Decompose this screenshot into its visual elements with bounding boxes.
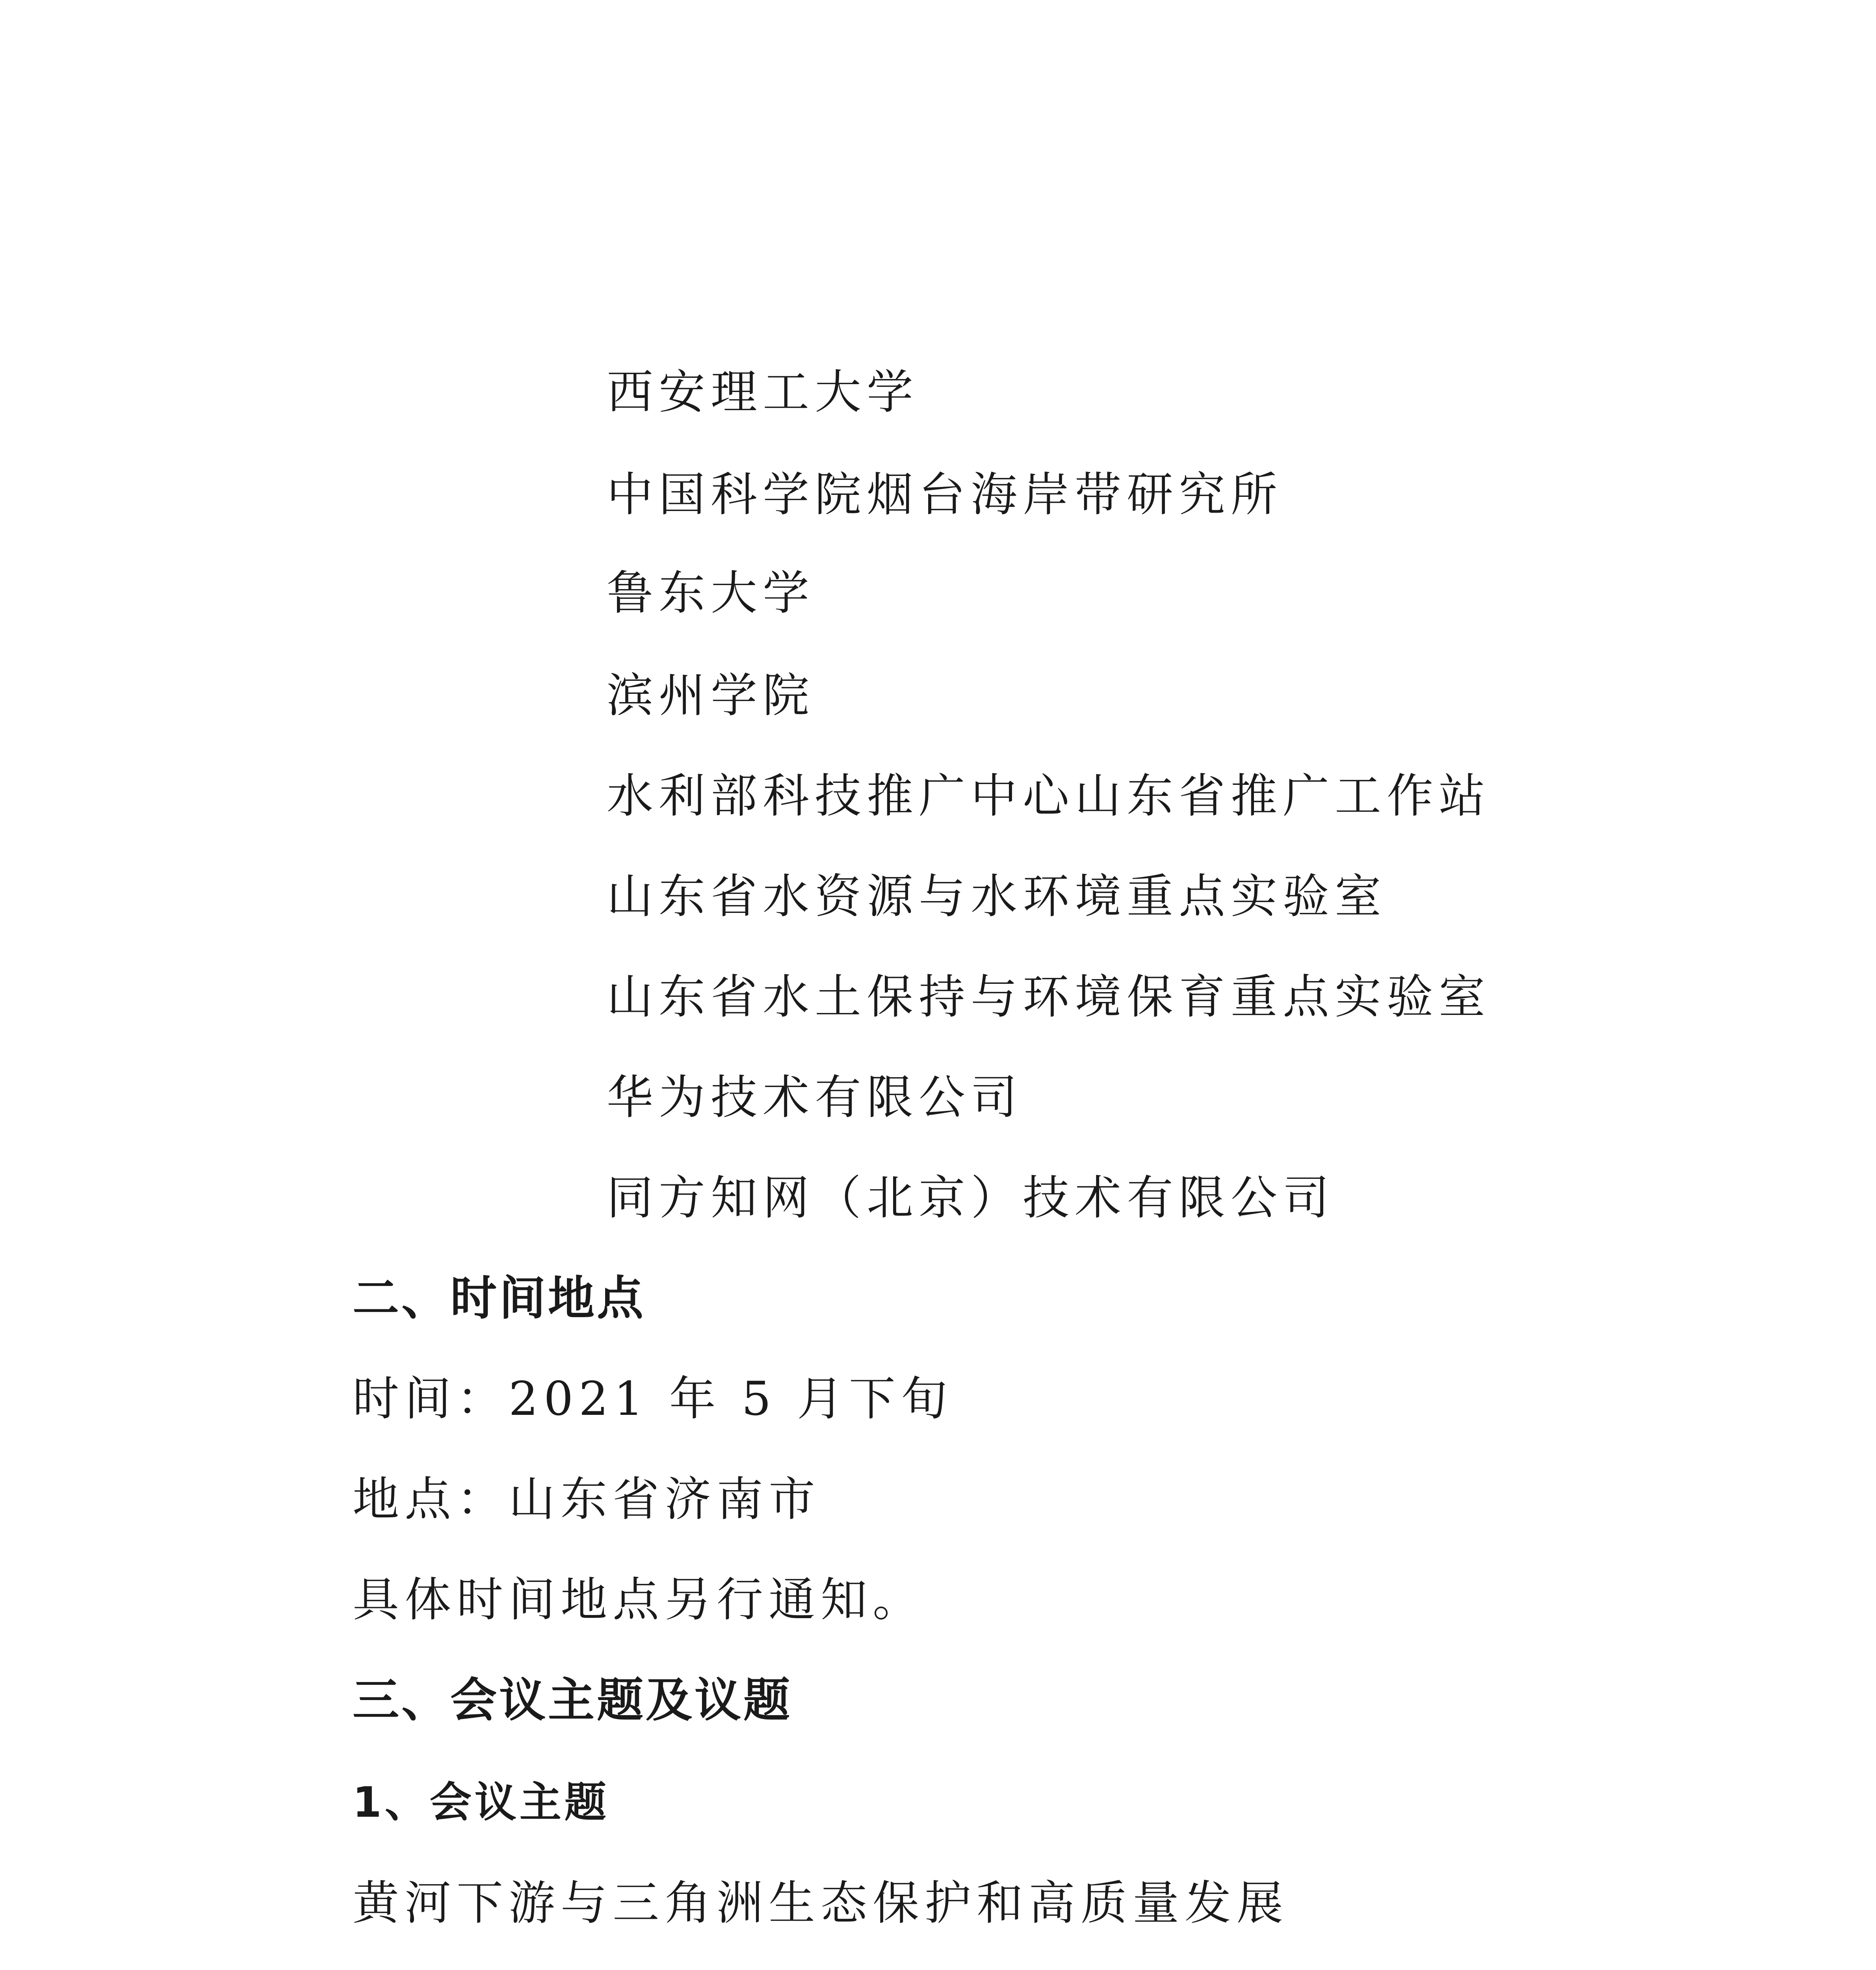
time-place-note: 具体时间地点另行通知。 <box>353 1572 925 1627</box>
organization-item: 西安理工大学 <box>607 365 919 419</box>
organization-item: 滨州学院 <box>607 668 815 723</box>
organization-item: 山东省水资源与水环境重点实验室 <box>607 869 1387 924</box>
section-heading-theme-topics: 三、会议主题及议题 <box>353 1673 793 1727</box>
organization-item: 山东省水土保持与环境保育重点实验室 <box>607 970 1491 1024</box>
organization-item: 水利部科技推广中心山东省推广工作站 <box>607 769 1491 823</box>
organization-item: 华为技术有限公司 <box>607 1070 1023 1124</box>
organization-item: 中国科学院烟台海岸带研究所 <box>607 467 1283 522</box>
meeting-place: 地点：山东省济南市 <box>353 1472 821 1526</box>
organization-item: 同方知网（北京）技术有限公司 <box>607 1171 1335 1225</box>
meeting-theme-text: 黄河下游与三角洲生态保护和高质量发展 <box>353 1876 1289 1930</box>
meeting-time: 时间：2021 年 5 月下旬 <box>353 1372 953 1426</box>
organization-item: 鲁东大学 <box>607 566 815 620</box>
subheading-theme: 1、会议主题 <box>353 1778 609 1827</box>
section-heading-time-place: 二、时间地点 <box>353 1271 646 1325</box>
